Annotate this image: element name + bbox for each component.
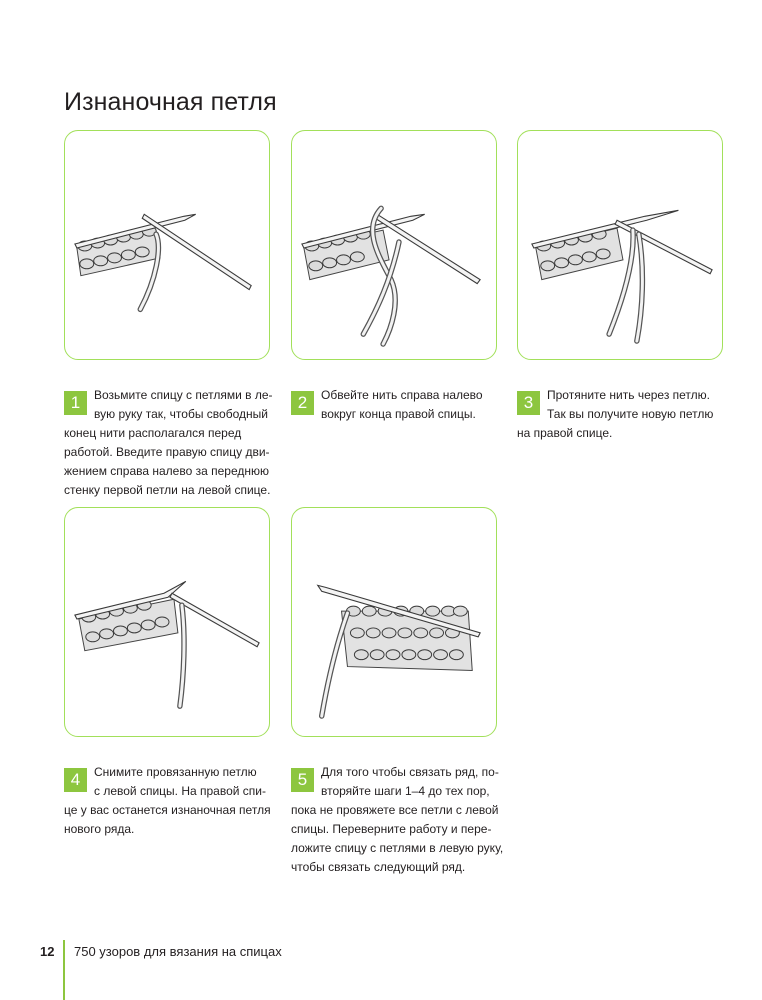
step-text-line: Так вы получите новую петлю: [547, 407, 714, 421]
step-text-line: вокруг конца правой спицы.: [321, 407, 476, 421]
step-text-line: Протяните нить через петлю.: [547, 388, 711, 402]
illustration-step-2: [291, 130, 497, 360]
step-text-line: стенку первой петли на левой спице.: [64, 483, 271, 497]
step-text-line: с левой спицы. На правой спи-: [94, 784, 266, 798]
step-text-line: жением справа налево за переднюю: [64, 464, 270, 478]
book-title: 750 узоров для вязания на спицах: [74, 944, 282, 959]
step-text-line: чтобы связать следующий ряд.: [291, 860, 466, 874]
step-number-badge: 4: [64, 768, 87, 792]
step-text-line: на правой спице.: [517, 426, 613, 440]
step-text-line: Возьмите спицу с петлями в ле-: [94, 388, 273, 402]
step-number-badge: 3: [517, 391, 540, 415]
step-text-line: вую руку так, чтобы свободный: [94, 407, 268, 421]
step-text-line: спицы. Переверните работу и пере-: [291, 822, 492, 836]
illustration-step-3: [517, 130, 723, 360]
step-3: [517, 386, 732, 443]
step-text-line: пока не провяжете все петли с левой: [291, 803, 499, 817]
page-title: Изнаночная петля: [64, 88, 277, 116]
step-text-line: Обвейте нить справа налево: [321, 388, 483, 402]
illustration-step-1: [64, 130, 270, 360]
step-text-line: ложите спицу с петлями в левую руку,: [291, 841, 504, 855]
step-text-line: работой. Введите правую спицу дви-: [64, 445, 270, 459]
step-text-line: вторяйте шаги 1–4 до тех пор,: [321, 784, 490, 798]
step-5: [291, 763, 506, 877]
step-text-line: Снимите провязанную петлю: [94, 765, 257, 779]
step-text-line: це у вас останется изнаночная петля: [64, 803, 271, 817]
footer-divider: [63, 940, 65, 1000]
page-number: 12: [40, 944, 55, 959]
step-number-badge: 2: [291, 391, 314, 415]
step-number-badge: 5: [291, 768, 314, 792]
illustration-step-4: [64, 507, 270, 737]
illustration-step-5: [291, 507, 497, 737]
step-text-line: Для того чтобы связать ряд, по-: [321, 765, 499, 779]
step-4: [64, 763, 279, 839]
step-number-badge: 1: [64, 391, 87, 415]
step-text-line: конец нити располагался перед: [64, 426, 242, 440]
step-text-line: нового ряда.: [64, 822, 135, 836]
step-2: [291, 386, 506, 424]
step-1: [64, 386, 279, 500]
